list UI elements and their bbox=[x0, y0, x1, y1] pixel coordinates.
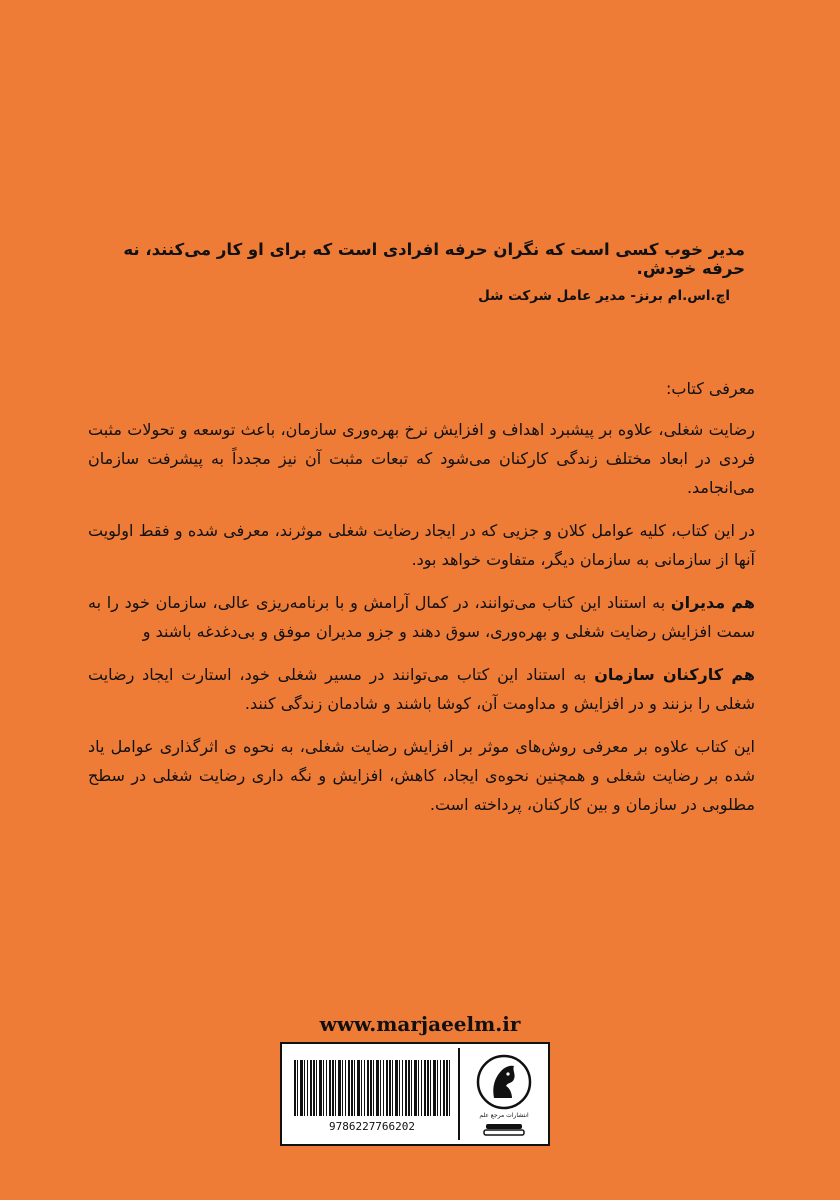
isbn-number: 9786227766202 bbox=[328, 1120, 416, 1133]
intro-paragraph-2: در این کتاب، کلیه عوامل کلان و جزیی که در ایجاد رضایت شغلی موثرند، معرفی شده و فقط اولویت آنها از سازمانی به سازمان دیگر، متفاوت خواهد بود. bbox=[88, 521, 755, 569]
intro-paragraph-4-rest: به استناد این کتاب می‌توانند در مسیر شغلی خود، استارت ایجاد رضایت شغلی را بزنند و در افزایش و مداومت آن، کوشا باشند و شادمان زندگی کنند. bbox=[88, 665, 755, 713]
barcode-bars bbox=[294, 1060, 450, 1116]
publisher-logo bbox=[462, 1048, 546, 1140]
quote-text: مدیر خوب کسی است که نگران حرفه افرادی است که برای او کار می‌کنند، نه حرفه خودش. bbox=[123, 240, 745, 278]
intro-paragraph-3 bbox=[88, 588, 755, 646]
barcode bbox=[286, 1048, 460, 1140]
intro-paragraph-3-rest: به استناد این کتاب می‌توانند، در کمال آرامش و با برنامه‌ریزی عالی، سازمان خود را به سمت افزایش رضایت شغلی و بهره‌وری، سوق دهند و جزو مدیران موفق و بی‌دغدغه باشند و bbox=[88, 593, 755, 641]
intro-paragraph-4 bbox=[88, 660, 755, 718]
barcode-box bbox=[280, 1042, 550, 1146]
publisher-logo-label: انتشارات مرجع علم bbox=[479, 1112, 529, 1119]
intro-heading: معرفی کتاب: bbox=[666, 379, 755, 398]
book-description bbox=[88, 374, 755, 833]
intro-paragraph-1: رضایت شغلی، علاوه بر پیشبرد اهداف و افزایش نرخ بهره‌وری سازمان، باعث توسعه و تحولات مثبت فردی در ابعاد مختلف زندگی کارکنان می‌شود که تبعات مثبت آن نیز مجدداً به پیشرفت سازمان می‌انجامد. bbox=[88, 420, 755, 497]
horse-head-on-books-logo-icon bbox=[472, 1052, 536, 1136]
employees-emphasis: هم کارکنان سازمان bbox=[594, 665, 756, 684]
intro-paragraph-5: این کتاب علاوه بر معرفی روش‌های موثر بر افزایش رضایت شغلی، به نحوه ی اثرگذاری عوامل یاد شده بر رضایت شغلی و همچنین نحوه‌ی ایجاد، کاهش، افزایش و نگه داری رضایت شغلی در سطح مطلوبی در سازمان و بین کارکنان، پرداخته است. bbox=[88, 737, 755, 814]
quote-author: اچ.اس.ام برنز- مدیر عامل شرکت شل bbox=[478, 288, 730, 304]
publisher-website: www.marjaeelm.ir bbox=[319, 1012, 521, 1036]
managers-emphasis: هم مدیران bbox=[670, 593, 756, 612]
